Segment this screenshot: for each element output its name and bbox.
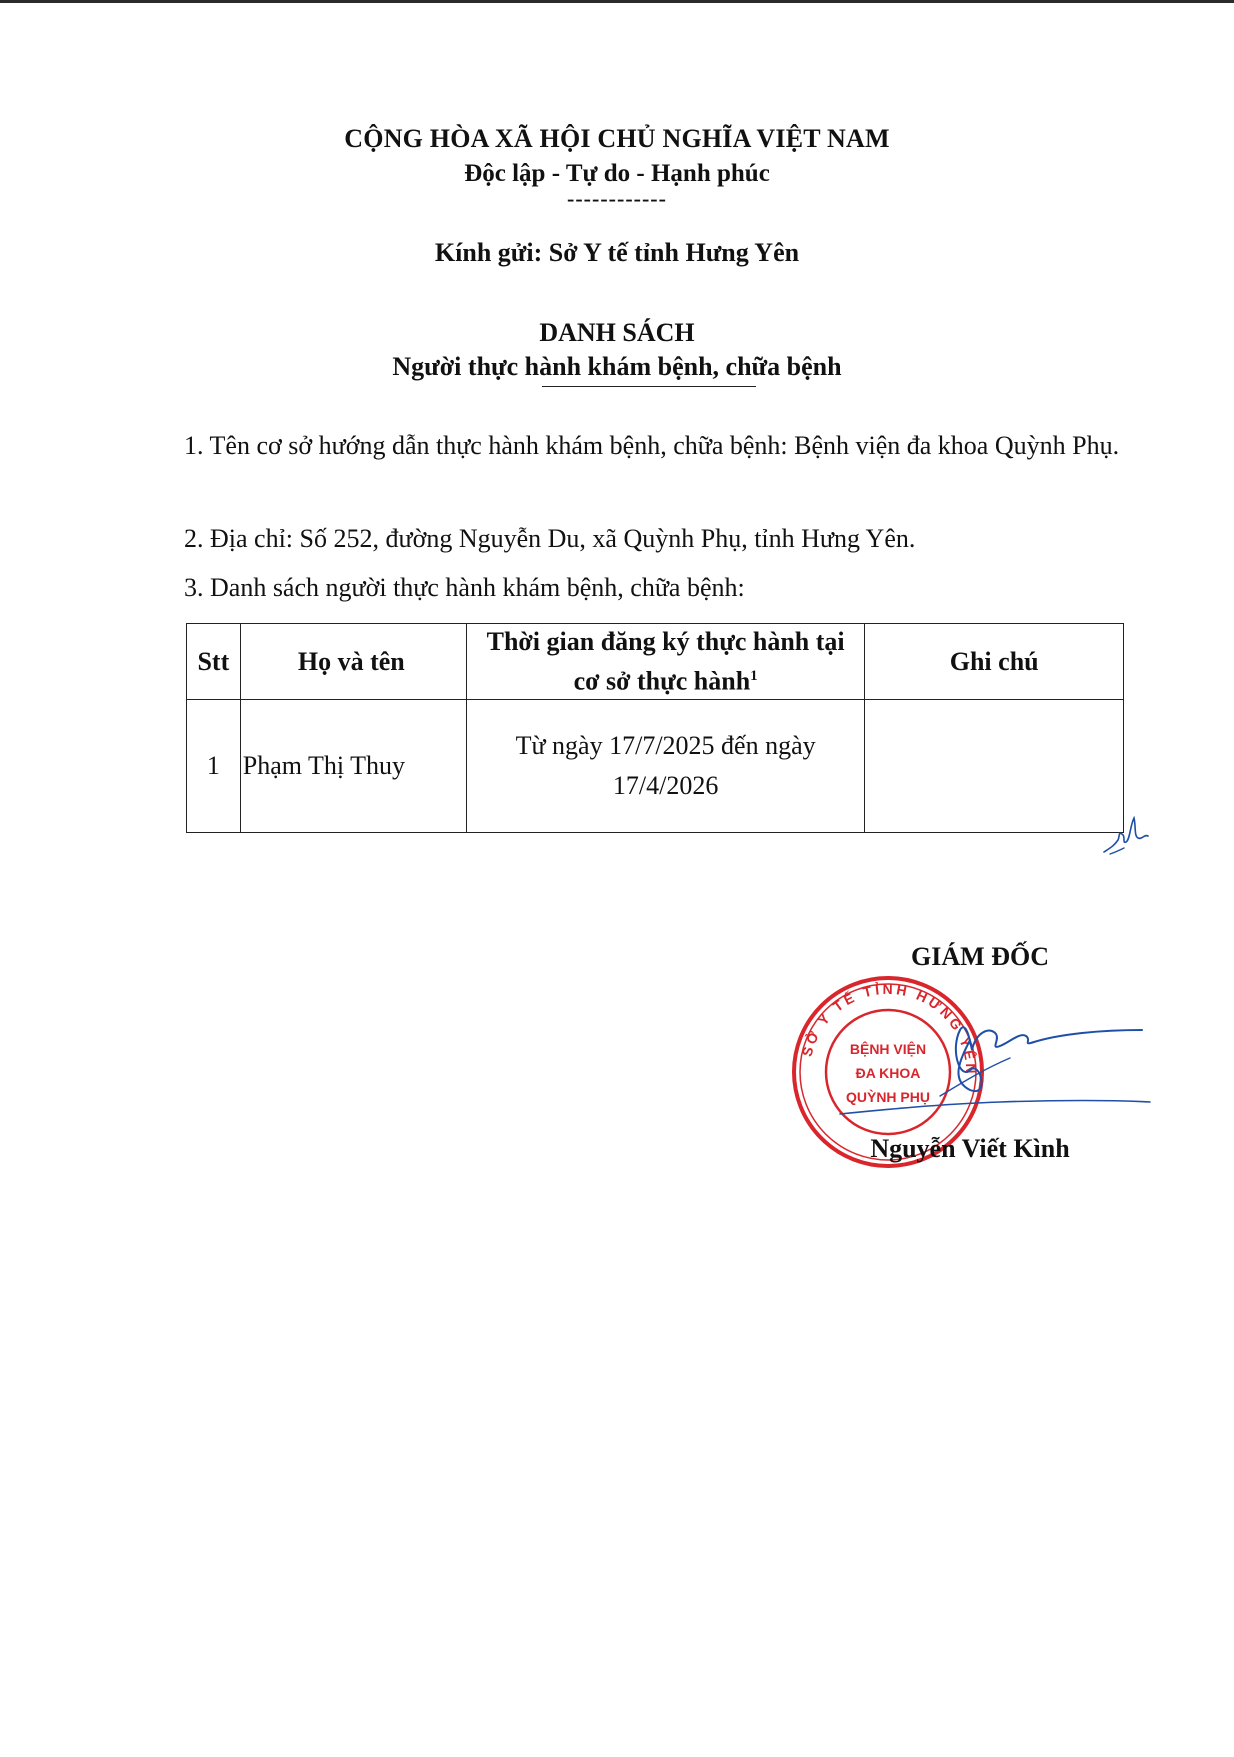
practitioner-table [186, 623, 1124, 833]
list-label-item: 3. Danh sách người thực hành khám bệnh, chữa bệnh: [184, 573, 745, 602]
table-header-row [187, 624, 1124, 700]
header-note: Ghi chú [865, 624, 1124, 700]
stamp-line-3: QUỲNH PHỤ [845, 1089, 931, 1105]
director-title: GIÁM ĐỐC [911, 942, 1049, 971]
row-stt: 1 [187, 700, 241, 833]
document-subtitle: Người thực hành khám bệnh, chữa bệnh [392, 352, 842, 381]
recipient-line: Kính gửi: Sở Y tế tỉnh Hưng Yên [434, 238, 800, 267]
stamp-outer-text: SỞ Y TẾ TỈNH HƯNG YÊN [798, 980, 980, 1077]
national-title: CỘNG HÒA XÃ HỘI CHỦ NGHĨA VIỆT NAM [344, 124, 890, 153]
header-time-text: Thời gian đăng ký thực hành tại cơ sở thực hành [486, 627, 845, 696]
table-row [187, 700, 1124, 833]
stamp-line-1: BỆNH VIỆN [849, 1041, 927, 1057]
initials-mark [1100, 800, 1160, 860]
scan-edge [0, 0, 1234, 3]
stamp-line-2: ĐA KHOA [855, 1065, 921, 1081]
motto-separator: ------------ [567, 186, 667, 211]
header-stt: Stt [187, 624, 241, 700]
row-note [865, 700, 1124, 833]
address-item: 2. Địa chỉ: Số 252, đường Nguyễn Du, xã Quỳnh Phụ, tỉnh Hưng Yên. [184, 524, 916, 553]
header-time [466, 624, 865, 700]
national-motto: Độc lập - Tự do - Hạnh phúc [464, 160, 770, 187]
director-name: Nguyễn Viết Kình [870, 1134, 1070, 1163]
row-time [466, 700, 865, 833]
header-time-footnote: 1 [750, 668, 758, 685]
subtitle-underline [542, 386, 756, 387]
row-name: Phạm Thị Thuy [240, 700, 466, 833]
row-time-text: Từ ngày 17/7/2025 đến ngày 17/4/2026 [515, 731, 816, 800]
header-name: Họ và tên [240, 624, 466, 700]
document-title: DANH SÁCH [539, 318, 695, 347]
director-signature [820, 1010, 1160, 1130]
facility-item: 1. Tên cơ sở hướng dẫn thực hành khám bệnh, chữa bệnh: Bệnh viện đa khoa Quỳnh Phụ. [184, 431, 1120, 460]
